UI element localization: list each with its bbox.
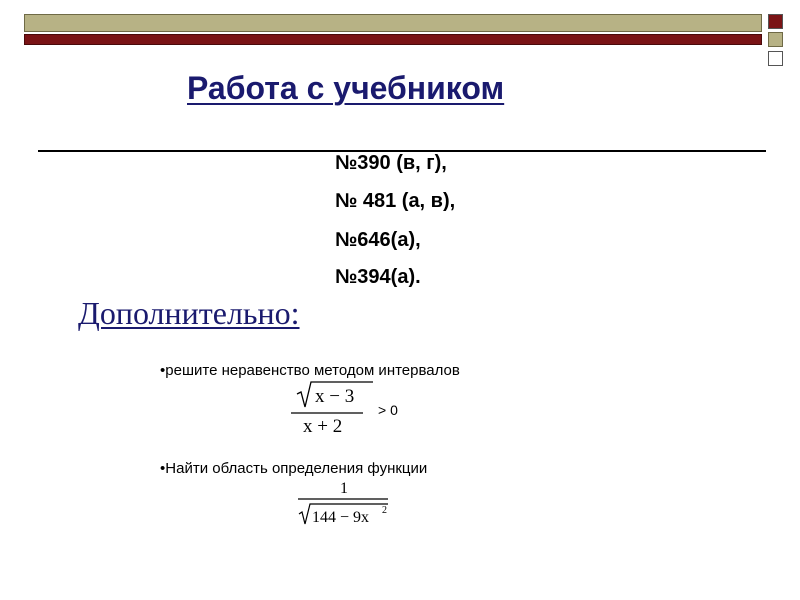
fraction-numerator: 1 <box>340 480 348 497</box>
header-bar-olive <box>24 14 762 32</box>
corner-square-red <box>768 14 783 29</box>
exponent: 2 <box>382 505 387 516</box>
extra-heading: Дополнительно: <box>78 295 300 331</box>
bullet-text: решите неравенство методом интервалов <box>165 362 460 379</box>
corner-square-olive <box>768 32 783 47</box>
inequality-relation: > 0 <box>378 402 398 418</box>
inequality-formula <box>285 380 465 440</box>
task-item: №646(а), <box>335 229 421 251</box>
fraction-denominator: x + 2 <box>303 416 343 437</box>
bullet-marker: • <box>160 362 166 379</box>
bullet-marker: • <box>160 460 166 477</box>
denominator-radicand: 144 − 9x <box>312 509 370 526</box>
corner-square-white <box>768 51 783 66</box>
header-bar-red <box>24 34 762 45</box>
task-item: № 481 (а, в), <box>335 190 456 212</box>
bullet-item <box>160 460 427 477</box>
task-item: №390 (в, г), <box>335 152 447 174</box>
bullet-text: Найти область определения функции <box>165 460 428 477</box>
task-item: №394(а). <box>335 266 421 288</box>
bullet-item <box>160 362 460 379</box>
slide-title: Работа с учебником <box>187 70 505 106</box>
numerator-radicand: x − 3 <box>315 386 355 407</box>
function-formula <box>296 480 396 530</box>
